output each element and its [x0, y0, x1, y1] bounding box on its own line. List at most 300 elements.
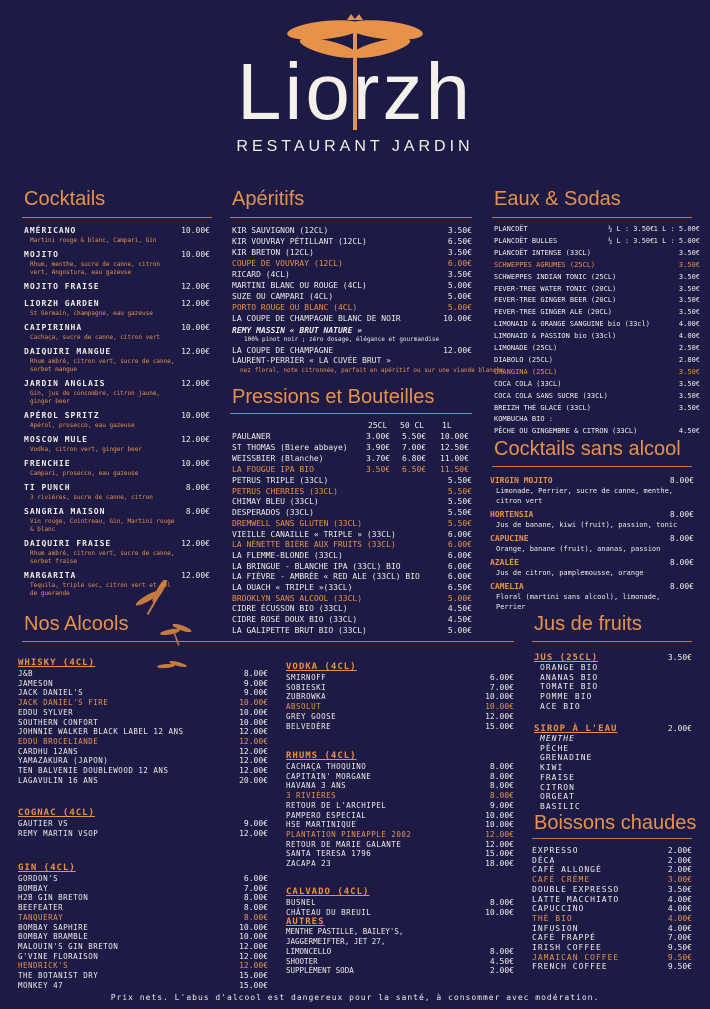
- cocktail-name: LIORZH GARDEN: [24, 299, 100, 308]
- cocktail-name: APÉROL SPRITZ: [24, 411, 100, 420]
- sans-alcool-desc: Jus de banane, kiwi (fruit), passion, tonic: [496, 521, 678, 529]
- aperitif-name: RICARD (4CL): [232, 270, 290, 279]
- sans-alcool-desc: citron vert: [496, 497, 543, 505]
- rhums-price: 8.00€: [489, 762, 514, 771]
- bouteille-name: PETRUS CHERRIES (33CL): [232, 486, 338, 496]
- autres-title: AUTRES: [286, 917, 325, 928]
- gin-item: BOMBAY: [18, 883, 49, 893]
- pression-price-50: 6.80€: [402, 454, 427, 463]
- bouteille-price: 5.00€: [447, 625, 472, 635]
- eau-price: 1 L : 5.00€: [653, 225, 700, 233]
- jus-title: JUS (25CL): [534, 653, 599, 663]
- whisky-item: JOHNNIE WALKER BLACK LABEL 12 ANS: [18, 727, 184, 737]
- section-alcools-title: Nos Alcools: [24, 613, 129, 635]
- bouteille-price: 4.50€: [447, 615, 472, 625]
- rhums-item: PAMPERO ESPECIAL: [286, 810, 367, 820]
- whisky-item: EDDU BROCELIANDE: [18, 736, 99, 746]
- whisky-price: 20.00€: [239, 775, 268, 785]
- aperitif-name: COUPE DE VOUVRAY (12CL): [232, 259, 343, 268]
- cognac-price: 12.00€: [239, 828, 268, 838]
- eau-price: 3.50€: [678, 308, 700, 317]
- gin-item: BOMBAY SAPHIRE: [18, 922, 89, 932]
- eau-name: LIMONAID & PASSION bio (33cl): [494, 332, 617, 341]
- vodka-price: 7.00€: [489, 682, 514, 692]
- eau-name: PÊCHE OU GINGEMBRE & CITRON (33CL): [494, 427, 638, 436]
- sans-alcool-price: 8.00€: [669, 476, 694, 485]
- autres-item: SUPPLÉMENT SODA: [286, 966, 354, 976]
- bouteille-price: 6.00€: [447, 561, 472, 571]
- rhums-price: 8.00€: [489, 781, 514, 791]
- jus-item: POMME BIO: [540, 692, 593, 702]
- cognac-price: 9.00€: [243, 819, 268, 828]
- section-cocktails-title: Cocktails: [24, 188, 106, 210]
- cocktail-desc: Vodka, citron vert, ginger beer: [30, 446, 142, 453]
- chaude-name: CAFÉ FRAPPÉ: [532, 933, 596, 943]
- bouteille-name: BROOKLYN SANS ALCOOL (33CL): [232, 593, 363, 603]
- eau-name: DIABOLO (25CL): [494, 355, 554, 364]
- whisky-item: EDDU SYLVER: [18, 707, 74, 717]
- eau-price: 3.50€: [678, 403, 700, 412]
- vodka-price: 12.00€: [485, 711, 514, 721]
- vodka-price: 10.00€: [485, 692, 514, 702]
- section-chaudes-title: Boissons chaudes: [534, 812, 697, 834]
- eau-name: SCHWEPPES AGRUMES (25CL): [494, 260, 596, 269]
- aperitifs-rule: [230, 217, 472, 218]
- eau-name: KOMBUCHA BIO :: [494, 415, 554, 424]
- rhums-item: RETOUR DE MARIE GALANTE: [286, 839, 402, 849]
- sans-alcool-rule: [492, 466, 692, 467]
- bouteille-price: 5.50€: [447, 518, 472, 528]
- pression-price-1l: 11.00€: [440, 454, 469, 463]
- sans-alcool-price: 8.00€: [669, 534, 694, 543]
- rhums-title: RHUMS (4CL): [286, 751, 357, 761]
- whisky-item: JAMESON: [18, 678, 54, 688]
- chaude-price: 4.00€: [667, 894, 692, 904]
- gin-item: G'VINE FLORAISON: [18, 951, 99, 961]
- calvado-title: CALVADO (4CL): [286, 887, 370, 897]
- calvado-item: BUSNEL: [286, 898, 317, 907]
- jus-item: ANANAS BIO: [540, 672, 599, 682]
- section-sans-alcool-title: Cocktails sans alcool: [494, 438, 681, 460]
- autres-price: 8.00€: [489, 946, 514, 956]
- sirop-item: ORGEAT: [540, 792, 575, 802]
- chaude-price: 4.00€: [667, 904, 692, 914]
- whisky-price: 12.00€: [239, 727, 268, 737]
- footer-note: Prix nets. L'abus d'alcool est dangereux pour la santé, à consommer avec modération.: [110, 993, 600, 1002]
- gin-price: 12.00€: [239, 961, 268, 971]
- bouteille-price: 6.50€: [447, 583, 472, 592]
- aperitif-name: PORTO ROUGE OU BLANC (4CL): [232, 303, 358, 312]
- eau-price: 2.50€: [678, 344, 700, 352]
- bouteille-name: LA NÉNETTE BIÈRE AUX FRUITS (33CL): [232, 540, 396, 550]
- sirop-title: SIROP À L'EAU: [534, 724, 618, 734]
- gin-price: 6.00€: [243, 874, 268, 883]
- bouteille-price: 6.00€: [447, 529, 472, 539]
- cocktail-price: 12.00€: [181, 299, 210, 308]
- aperitif-name: KIR VOUVRAY PÉTILLANT (12CL): [232, 237, 367, 246]
- rhums-price: 8.00€: [489, 791, 514, 801]
- cocktail-price: 8.00€: [185, 507, 210, 516]
- eau-name: LIMONAID & ORANGE SANGUINE bio (33cl): [494, 320, 650, 329]
- bouteille-price: 5.50€: [447, 476, 472, 485]
- bouteille-name: CIDRE ÉCUSSON BIO (33CL): [232, 604, 348, 614]
- sirop-item: FRAISE: [540, 772, 575, 782]
- cocktail-price: 10.00€: [181, 250, 210, 259]
- coupe-champagne: LA COUPE DE CHAMPAGNE: [232, 346, 334, 355]
- chaude-price: 9.50€: [667, 962, 692, 972]
- alcools-rule: [22, 641, 514, 642]
- cocktail-desc: Vin rouge, Cointreau, Gin, Martini rouge & blanc: [30, 518, 175, 533]
- eaux-rule: [492, 217, 692, 218]
- gin-item: THE BOTANIST DRY: [18, 971, 99, 980]
- sans-alcool-name: HORTENSIA: [490, 510, 534, 519]
- gin-price: 8.00€: [243, 903, 268, 913]
- autres-item: SHOOTER: [286, 956, 318, 966]
- cocktail-name: FRENCHIE: [24, 459, 71, 468]
- chaude-name: CAFÉ CRÈME: [532, 875, 591, 885]
- pression-price-1l: 12.50€: [440, 443, 469, 452]
- pressions-rule: [230, 413, 472, 414]
- aperitif-name: LA COUPE DE CHAMPAGNE BLANC DE NOIR: [232, 314, 401, 323]
- eau-name: ORANGINA (25CL): [494, 367, 558, 376]
- sans-alcool-desc: Perrier: [496, 603, 526, 611]
- bouteille-price: 6.00€: [447, 540, 472, 550]
- eau-name: PLANCOËT: [494, 225, 528, 233]
- sans-alcool-price: 8.00€: [669, 558, 694, 567]
- pression-name: WEISSBIER (Blanche): [232, 454, 324, 463]
- gin-title: GIN (4CL): [18, 863, 76, 873]
- chaude-name: EXPRESSO: [532, 846, 579, 855]
- chaude-name: INFUSION: [532, 923, 579, 933]
- cocktail-desc: 3 rivières, sucre de canne, citron: [30, 494, 153, 501]
- vodka-item: ABSOLUT: [286, 702, 322, 712]
- vodka-item: BELVEDÈRE: [286, 721, 332, 731]
- eau-name: PLANCOËT BULLES: [494, 236, 558, 245]
- chaude-name: CAPUCCINO: [532, 904, 585, 914]
- whisky-item: YAMAZAKURA (JAPON): [18, 756, 109, 766]
- cocktail-price: 10.00€: [181, 411, 210, 420]
- cognac-item: GAUTIER VS: [18, 819, 69, 828]
- sirop-item: BASILIC: [540, 801, 581, 811]
- cocktail-name: MARGARITA: [24, 571, 77, 580]
- aperitif-name: KIR BRETON (12CL): [232, 248, 314, 257]
- whisky-price: 12.00€: [239, 736, 268, 746]
- cocktail-desc: Rhum ambré, citron vert, sucre de canne, sorbet mangue: [30, 358, 175, 373]
- rhums-item: CAPITAIN' MORGANE: [286, 771, 372, 781]
- rhums-price: 12.00€: [485, 829, 514, 839]
- cocktail-name: MOJITO: [24, 250, 59, 259]
- rhums-item: 3 RIVIÈRES: [286, 791, 337, 801]
- rhums-item: HAVANA 3 ANS: [286, 781, 347, 791]
- cocktail-name: TI PUNCH: [24, 483, 71, 492]
- rhums-price: 10.00€: [485, 820, 514, 830]
- sans-alcool-desc: Jus de citron, pamplemousse, orange: [496, 569, 644, 577]
- cocktail-desc: Gin, jus de concombre, citron jaune, ginger beer: [30, 390, 161, 405]
- jus-price: 3.50€: [667, 653, 692, 662]
- cocktail-price: 12.00€: [181, 571, 210, 580]
- bouteille-name: DREMWELL SANS GLUTEN (33CL): [232, 518, 363, 528]
- cocktail-name: MOSCOW MULE: [24, 435, 88, 444]
- rhums-item: PLANTATION PINEAPPLE 2002: [286, 829, 412, 839]
- eau-name: SCHWEPPES INDIAN TONIC (25CL): [494, 272, 617, 281]
- aperitif-price: 3.50€: [447, 270, 472, 279]
- chaude-name: CAFÉ ALLONGÉ: [532, 865, 602, 875]
- sans-alcool-price: 8.00€: [669, 582, 694, 591]
- aperitif-price: 5.00€: [447, 292, 472, 301]
- gin-price: 15.00€: [239, 971, 268, 980]
- pressions-head-25: 25CL: [368, 421, 388, 430]
- eau-name: FEVER-TREE GINGER ALE (20CL): [494, 308, 613, 317]
- pression-price-1l: 11.50€: [440, 465, 469, 474]
- autres-line: JAGGERMEIFTER, JET 27,: [286, 937, 386, 947]
- chaude-price: 2.00€: [667, 855, 692, 865]
- eau-name: FEVER-TREE WATER TONIC (20CL): [494, 284, 617, 293]
- cognac-title: COGNAC (4CL): [18, 808, 96, 818]
- laurent-perrier-desc: nez floral, note citronnée, parfait en apéritif ou sur une viande blanche: [240, 367, 504, 374]
- vodka-item: GREY GOOSE: [286, 711, 337, 721]
- chaude-price: 3.00€: [667, 875, 692, 885]
- gin-item: GORDON'S: [18, 874, 59, 883]
- pression-price-50: 7.00€: [402, 443, 427, 452]
- bouteille-price: 4.50€: [447, 604, 472, 614]
- cocktail-price: 12.00€: [181, 435, 210, 444]
- rhums-price: 15.00€: [485, 849, 514, 859]
- cognac-item: REMY MARTIN VSOP: [18, 828, 99, 838]
- cocktail-price: 10.00€: [181, 323, 210, 332]
- pressions-head-50: 50 CL: [400, 421, 425, 430]
- cocktail-desc: St Germain, champagne, eau gazeuse: [30, 310, 153, 317]
- whisky-item: SOUTHERN CONFORT: [18, 717, 99, 727]
- eau-price: 4.00€: [678, 320, 700, 329]
- rhums-item: SANTA TERESA 1796: [286, 849, 372, 859]
- sans-alcool-desc: Orange, banane (fruit), ananas, passion: [496, 545, 661, 553]
- autres-item: LIMONCELLO: [286, 946, 332, 956]
- chaude-price: 7.00€: [667, 933, 692, 943]
- gin-item: BEEFEATER: [18, 903, 64, 913]
- sirop-item: PÊCHE: [540, 743, 570, 753]
- whisky-price: 12.00€: [239, 746, 268, 756]
- whisky-price: 9.00€: [243, 688, 268, 698]
- bouteille-name: VIEILLE CANAILLE « TRIPLE » (33CL): [232, 529, 396, 539]
- eau-name: FEVER-TREE GINGER BEER (20CL): [494, 296, 617, 305]
- calvado-price: 10.00€: [485, 907, 514, 917]
- eau-price: 3.50€: [678, 272, 700, 281]
- pression-price-1l: 10.00€: [440, 432, 469, 441]
- rhums-item: CACHAÇA THOQUINO: [286, 762, 367, 771]
- bouteille-name: CIDRE ROSÉ DOUX BIO (33CL): [232, 615, 358, 625]
- sirop-item: MENTHE: [540, 734, 575, 743]
- bouteille-name: LA OUACH « TRIPLE »(33CL): [232, 583, 353, 592]
- chaude-name: JAMAICAN COFFEE: [532, 952, 620, 962]
- sirop-item: GRENADINE: [540, 753, 593, 763]
- remy-massin-desc: 100% pinot noir ; zéro dosage, élégance et gourmandise: [244, 336, 440, 343]
- calvado-price: 8.00€: [489, 898, 514, 907]
- sans-alcool-name: AZALÉE: [490, 558, 519, 567]
- rhums-price: 8.00€: [489, 771, 514, 781]
- coupe-champagne-price: 12.00€: [443, 346, 472, 355]
- cocktail-desc: Apérol, prosecco, eau gazeuse: [30, 422, 135, 429]
- eau-name: COCA COLA (33CL): [494, 379, 562, 388]
- vodka-price: 15.00€: [485, 721, 514, 731]
- whisky-price: 8.00€: [243, 669, 268, 678]
- gin-price: 15.00€: [239, 980, 268, 990]
- pressions-head-1l: 1L: [442, 421, 452, 430]
- cocktail-desc: Martini rouge & blanc, Campari, Gin: [30, 237, 157, 244]
- bouteille-price: 5.00€: [447, 593, 472, 603]
- eau-price: 1 L : 5.00€: [653, 236, 700, 245]
- chaude-price: 9.50€: [667, 943, 692, 952]
- sirop-item: KIWI: [540, 763, 564, 773]
- eau-name: LIMONADE (25CL): [494, 344, 558, 352]
- eau-price: 3.50€: [678, 367, 700, 376]
- aperitif-price: 3.50€: [447, 248, 472, 257]
- cocktail-desc: Rhum ambré, citron vert, sucre de canne, sorbet fraise: [30, 550, 175, 565]
- cocktail-desc: Campari, prosecco, eau gazeuse: [30, 470, 139, 477]
- cocktail-price: 12.00€: [181, 539, 210, 548]
- aperitif-name: SUZE OU CAMPARI (4CL): [232, 292, 334, 301]
- eau-price: 3.50€: [678, 284, 700, 293]
- eau-price: 3.50€: [678, 260, 700, 269]
- eau-name: PLANCOËT INTENSE (33CL): [494, 248, 591, 257]
- gin-price: 12.00€: [239, 941, 268, 951]
- chaude-price: 4.00€: [667, 923, 692, 933]
- eau-price: 4.50€: [678, 427, 700, 436]
- cocktail-name: MOJITO FRAISE: [24, 282, 100, 291]
- eau-price-half: ½ L : 3.50€: [608, 236, 655, 245]
- whisky-price: 12.00€: [239, 756, 268, 766]
- chaude-price: 4.00€: [667, 913, 692, 923]
- vodka-item: SOBIESKI: [286, 682, 327, 692]
- cocktail-name: AMÉRICANO: [24, 226, 77, 235]
- section-aperitifs-title: Apéritifs: [232, 188, 305, 210]
- bouteille-name: CHIMAY BLEU (33CL): [232, 497, 319, 507]
- chaude-price: 2.00€: [667, 865, 692, 875]
- gin-price: 12.00€: [239, 951, 268, 961]
- whisky-price: 10.00€: [239, 707, 268, 717]
- chaude-name: THÉ BIO: [532, 913, 573, 923]
- gin-item: H2B GIN BRETON: [18, 893, 89, 903]
- chaude-name: DÉCA: [532, 855, 556, 865]
- bouteille-name: DESPERADOS (33CL): [232, 508, 314, 518]
- vodka-title: VODKA (4CL): [286, 662, 357, 672]
- eau-name: BREIZH THÉ GLACÉ (33CL): [494, 403, 591, 412]
- sans-alcool-desc: Floral (martini sans alcool), limonade,: [496, 593, 661, 601]
- sans-alcool-desc: Limonade, Perrier, sucre de canne, menthe,: [496, 487, 674, 495]
- sirop-item: CITRON: [540, 782, 575, 792]
- aperitif-name: MARTINI BLANC OU ROUGE (4CL): [232, 281, 367, 290]
- gin-item: MONKEY 47: [18, 980, 64, 990]
- cocktail-price: 12.00€: [181, 347, 210, 356]
- vodka-item: ZUBROWKA: [286, 692, 327, 702]
- aperitif-price: 6.00€: [447, 259, 472, 268]
- calvado-item: CHÂTEAU DU BREUIL: [286, 907, 372, 917]
- pression-price-50: 5.50€: [402, 432, 427, 441]
- autres-price: 2.00€: [489, 966, 514, 976]
- sans-alcool-name: CAPUCINE: [490, 534, 529, 543]
- section-eaux-title: Eaux & Sodas: [494, 188, 621, 210]
- rhums-item: HSE MARTINIQUE: [286, 820, 357, 830]
- cocktail-price: 10.00€: [181, 226, 210, 235]
- section-jus-title: Jus de fruits: [534, 613, 642, 635]
- jus-item: ORANGE BIO: [540, 663, 599, 672]
- pression-name: ST THOMAS (Biere abbaye): [232, 443, 348, 452]
- vodka-price: 10.00€: [485, 702, 514, 712]
- whisky-item: JACK DANIEL'S: [18, 688, 84, 698]
- vodka-price: 6.00€: [489, 673, 514, 682]
- eau-price: 2.80€: [678, 355, 700, 364]
- autres-price: 4.50€: [489, 956, 514, 966]
- chaude-name: IRISH COFFEE: [532, 943, 602, 952]
- vodka-item: SMIRNOFF: [286, 673, 327, 682]
- pression-name: PAULANER: [232, 432, 271, 441]
- whisky-price: 10.00€: [239, 717, 268, 727]
- cocktail-price: 12.00€: [181, 282, 210, 291]
- aperitif-name: KIR SAUVIGNON (12CL): [232, 226, 329, 235]
- whisky-price: 9.00€: [243, 678, 268, 688]
- bouteille-price: 5.50€: [447, 486, 472, 496]
- cocktail-price: 8.00€: [185, 483, 210, 492]
- bouteille-name: LA FLEMME-BLONDE (33CL): [232, 550, 343, 560]
- whisky-item: TEN BALVENIE DOUBLEWOOD 12 ANS: [18, 766, 169, 775]
- eau-price: 3.50€: [678, 379, 700, 388]
- rhums-price: 18.00€: [485, 859, 514, 868]
- cocktail-desc: Tequila, triple sec, citron vert et sel de guerande: [30, 582, 171, 597]
- cocktail-name: JARDIN ANGLAIS: [24, 379, 106, 388]
- brand-subtitle: RESTAURANT JARDIN: [236, 138, 474, 155]
- pression-price-50: 6.50€: [402, 465, 427, 474]
- eau-name: COCA COLA SANS SUCRE (33CL): [494, 391, 608, 400]
- gin-price: 10.00€: [239, 932, 268, 942]
- chaude-price: 2.00€: [667, 846, 692, 855]
- bouteille-name: LA FIÈVRE - AMBRÉE « RED ALE (33CL) BIO: [232, 572, 420, 582]
- sans-alcool-name: CAMELIA: [490, 582, 524, 591]
- aperitif-price: 10.00€: [443, 314, 472, 323]
- eau-price: 3.50€: [678, 391, 700, 400]
- sirop-price: 2.00€: [667, 724, 692, 733]
- chaude-name: FRENCH COFFEE: [532, 962, 608, 972]
- cocktails-rule: [22, 217, 212, 218]
- cocktail-name: CAIPIRINHA: [24, 323, 83, 332]
- cocktail-price: 12.00€: [181, 379, 210, 388]
- cocktail-name: DAIQUIRI MANGUE: [24, 347, 112, 356]
- eau-price: 4.00€: [678, 332, 700, 341]
- laurent-perrier: LAURENT-PERRIER « LA CUVÉE BRUT »: [232, 356, 391, 365]
- bouteille-price: 5.50€: [447, 497, 472, 507]
- chaude-name: LATTE MACCHIATO: [532, 894, 620, 904]
- pression-price-25: 3.70€: [366, 454, 391, 463]
- sans-alcool-price: 8.00€: [669, 510, 694, 519]
- cocktail-desc: Cachaça, sucre de canne, citron vert: [30, 334, 161, 341]
- pression-name: LA FOUGUE IPA BIO: [232, 465, 314, 474]
- eau-price: 3.50€: [678, 296, 700, 305]
- rhums-price: 12.00€: [485, 839, 514, 849]
- cocktail-desc: Rhum, menthe, sucre de canne, citron vert, Angostura, eau gazeuse: [30, 261, 161, 276]
- eau-price: 3.50€: [678, 248, 700, 257]
- pression-price-25: 3.00€: [366, 432, 391, 441]
- section-pressions-title: Pressions et Bouteilles: [232, 386, 435, 408]
- aperitif-price: 5.00€: [447, 281, 472, 290]
- chaudes-rule: [532, 838, 692, 839]
- bouteille-name: PETRUS TRIPLE (33CL): [232, 476, 329, 485]
- gin-price: 8.00€: [243, 893, 268, 903]
- chaude-price: 3.50€: [667, 884, 692, 894]
- gin-item: MALOUIN'S GIN BRETON: [18, 941, 119, 951]
- gin-price: 10.00€: [239, 922, 268, 932]
- gin-price: 8.00€: [243, 912, 268, 922]
- jus-rule: [532, 641, 692, 642]
- autres-line: MENTHE PASTILLE, BAILEY'S,: [286, 927, 404, 937]
- pression-price-25: 3.50€: [366, 465, 391, 474]
